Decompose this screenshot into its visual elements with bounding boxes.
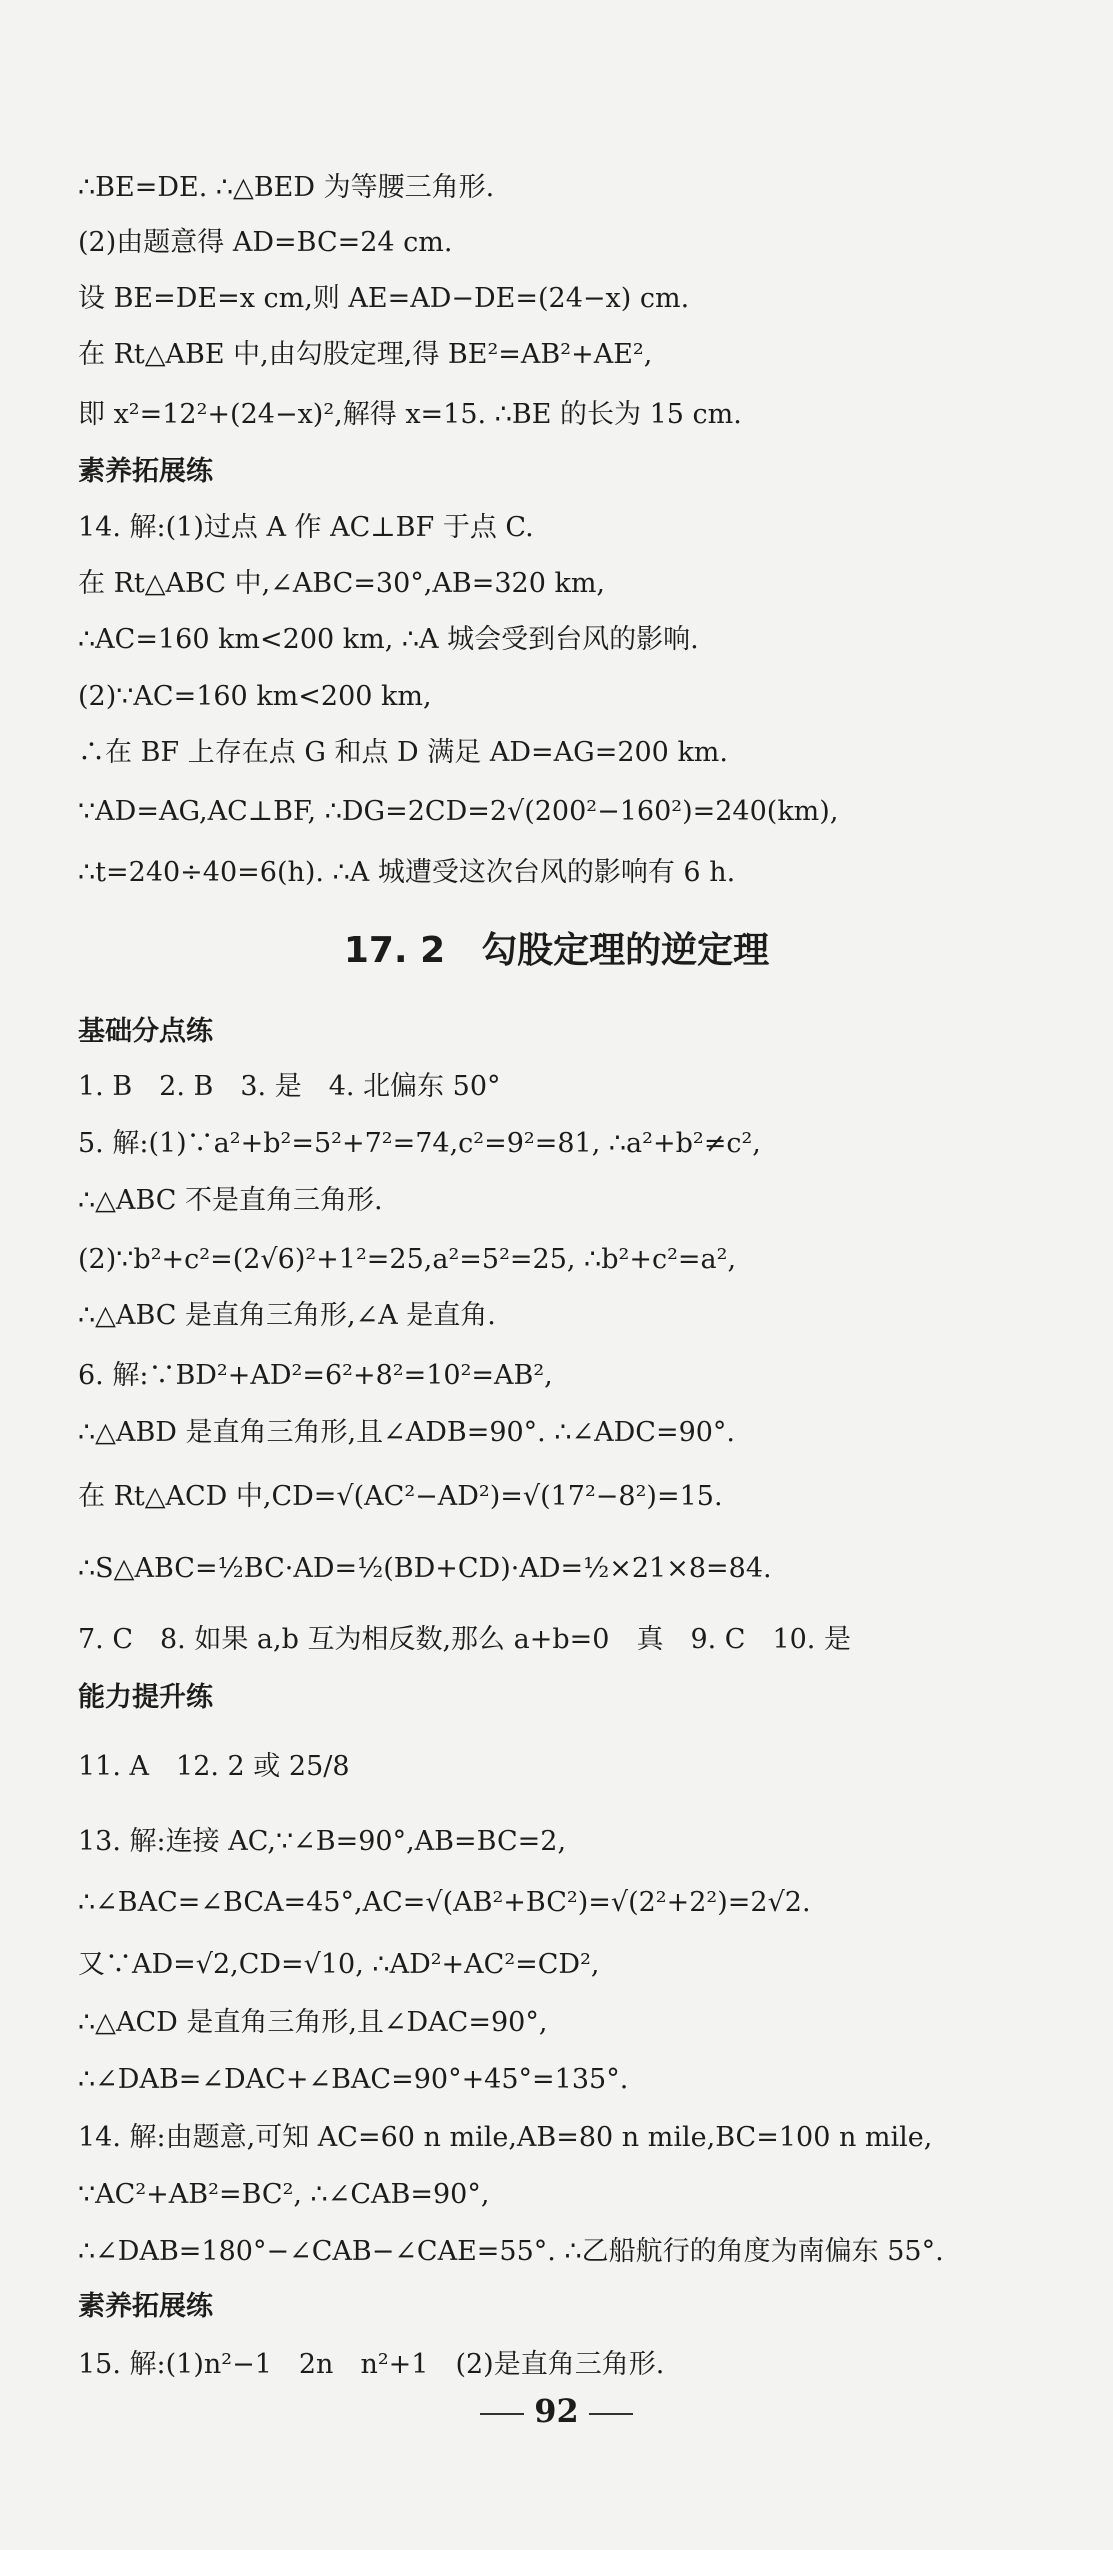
solution-line: ∵AC²+AB²=BC², ∴∠CAB=90°,: [78, 2179, 490, 2210]
section-heading: 素养拓展练: [78, 2291, 213, 2322]
solution-line: 13. 解:连接 AC,∵∠B=90°,AB=BC=2,: [78, 1826, 567, 1857]
solution-line: 设 BE=DE=x cm,则 AE=AD−DE=(24−x) cm.: [78, 283, 690, 314]
solution-line: ∴△ABC 不是直角三角形.: [78, 1185, 383, 1216]
page-number: [0, 2392, 1113, 2430]
page-number-dash: [589, 2413, 633, 2415]
solution-line: 5. 解:(1)∵a²+b²=5²+7²=74,c²=9²=81, ∴a²+b²≠c²,: [78, 1128, 761, 1159]
page-number-dash: [480, 2413, 524, 2415]
solution-line: 在 Rt△ACD 中,CD=√(AC²−AD²)=√(17²−8²)=15.: [78, 1481, 723, 1512]
solution-line: ∴∠DAB=∠DAC+∠BAC=90°+45°=135°.: [78, 2064, 629, 2095]
solution-line: ∴S△ABC=½BC·AD=½(BD+CD)·AD=½×21×8=84.: [78, 1553, 772, 1584]
solution-line: (2)∵b²+c²=(2√6)²+1²=25,a²=5²=25, ∴b²+c²=a²,: [78, 1244, 737, 1275]
solution-line: ∴在 BF 上存在点 G 和点 D 满足 AD=AG=200 km.: [78, 737, 728, 768]
section-heading: 素养拓展练: [78, 456, 213, 487]
solution-line: ∴∠DAB=180°−∠CAB−∠CAE=55°. ∴乙船航行的角度为南偏东 55°.: [78, 2236, 944, 2267]
solution-line: ∵AD=AG,AC⊥BF, ∴DG=2CD=2√(200²−160²)=240(km),: [78, 796, 839, 827]
answer-line: 1. B 2. B 3. 是 4. 北偏东 50°: [78, 1071, 501, 1102]
solution-line: (2)∵AC=160 km<200 km,: [78, 681, 432, 712]
solution-line: 14. 解:(1)过点 A 作 AC⊥BF 于点 C.: [78, 512, 534, 543]
solution-line: ∴△ABD 是直角三角形,且∠ADB=90°. ∴∠ADC=90°.: [78, 1417, 736, 1448]
solution-line: ∴t=240÷40=6(h). ∴A 城遭受这次台风的影响有 6 h.: [78, 857, 736, 888]
solution-line: ∴BE=DE. ∴△BED 为等腰三角形.: [78, 172, 495, 203]
solution-line: ∴∠BAC=∠BCA=45°,AC=√(AB²+BC²)=√(2²+2²)=2√2.: [78, 1887, 811, 1918]
solution-line: ∴△ABC 是直角三角形,∠A 是直角.: [78, 1300, 496, 1331]
chapter-title: 17. 2 勾股定理的逆定理: [343, 930, 770, 971]
section-heading: 基础分点练: [78, 1016, 213, 1047]
solution-line: 6. 解:∵BD²+AD²=6²+8²=10²=AB²,: [78, 1360, 553, 1391]
answer-line: 15. 解:(1)n²−1 2n n²+1 (2)是直角三角形.: [78, 2349, 665, 2380]
solution-line: (2)由题意得 AD=BC=24 cm.: [78, 227, 453, 258]
solution-line: ∴△ACD 是直角三角形,且∠DAC=90°,: [78, 2007, 548, 2038]
answer-line: 7. C 8. 如果 a,b 互为相反数,那么 a+b=0 真 9. C 10. 是: [78, 1624, 851, 1655]
solution-line: 又∵AD=√2,CD=√10, ∴AD²+AC²=CD²,: [78, 1949, 600, 1980]
page-number-value: 92: [534, 2392, 579, 2430]
solution-line: 在 Rt△ABC 中,∠ABC=30°,AB=320 km,: [78, 568, 606, 599]
section-heading: 能力提升练: [78, 1682, 213, 1713]
solution-line: 即 x²=12²+(24−x)²,解得 x=15. ∴BE 的长为 15 cm.: [78, 399, 742, 430]
solution-line: 14. 解:由题意,可知 AC=60 n mile,AB=80 n mile,BC=100 n mile,: [78, 2122, 933, 2153]
answer-line: 11. A 12. 2 或 25/8: [78, 1751, 350, 1782]
solution-line: 在 Rt△ABE 中,由勾股定理,得 BE²=AB²+AE²,: [78, 339, 653, 370]
solution-line: ∴AC=160 km<200 km, ∴A 城会受到台风的影响.: [78, 624, 699, 655]
